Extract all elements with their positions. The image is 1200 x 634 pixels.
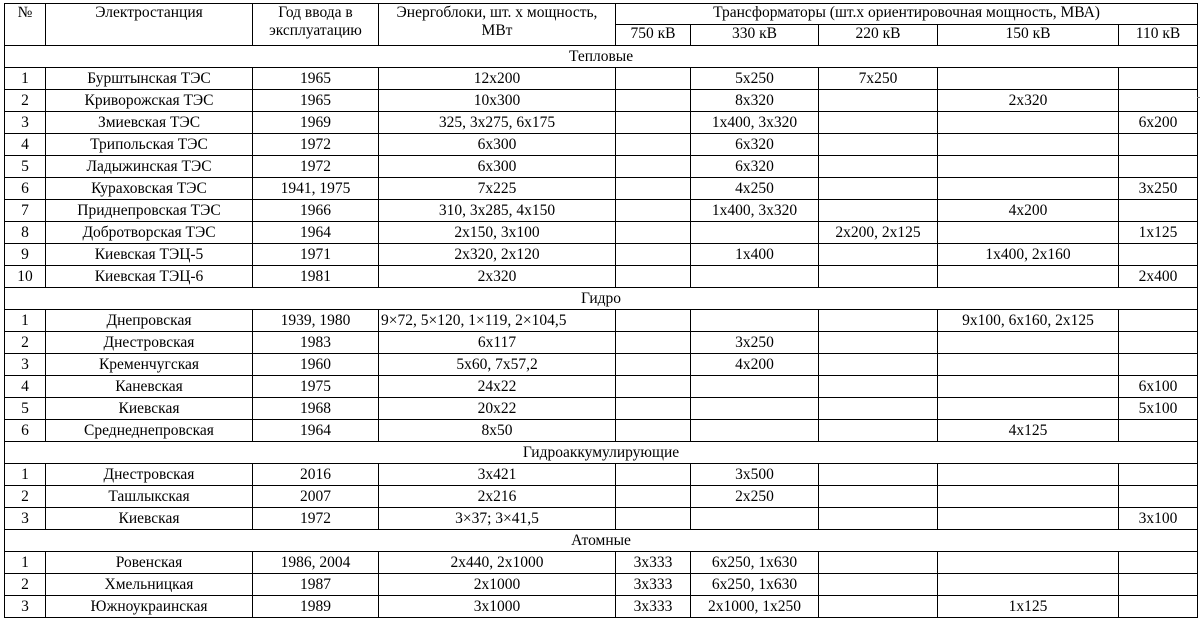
transformers-750kv xyxy=(616,178,691,200)
power-units: 2x440, 2x1000 xyxy=(379,552,616,574)
commission-year: 1968 xyxy=(253,398,379,420)
commission-year: 1981 xyxy=(253,266,379,288)
station-name: Приднепровская ТЭС xyxy=(46,200,253,222)
transformers-750kv xyxy=(616,420,691,442)
station-name: Ровенская xyxy=(46,552,253,574)
transformers-330kv: 2x250 xyxy=(691,486,819,508)
transformers-220kv xyxy=(819,266,938,288)
transformers-150kv xyxy=(938,178,1119,200)
transformers-330kv: 6x250, 1x630 xyxy=(691,552,819,574)
commission-year: 1939, 1980 xyxy=(253,310,379,332)
transformers-150kv: 9x100, 6x160, 2x125 xyxy=(938,310,1119,332)
header-units: Энергоблоки, шт. х мощность, МВт xyxy=(379,4,616,46)
row-number: 5 xyxy=(5,398,46,420)
table-row xyxy=(5,200,1198,222)
station-name: Бурштынская ТЭС xyxy=(46,68,253,90)
transformers-110kv: 1x125 xyxy=(1119,222,1198,244)
transformers-110kv: 6x100 xyxy=(1119,376,1198,398)
power-stations-table xyxy=(4,3,1198,618)
station-name: Каневская xyxy=(46,376,253,398)
commission-year: 1986, 2004 xyxy=(253,552,379,574)
section-title: Тепловые xyxy=(5,46,1198,68)
transformers-330kv xyxy=(691,266,819,288)
transformers-150kv xyxy=(938,464,1119,486)
transformers-330kv xyxy=(691,222,819,244)
power-units: 325, 3x275, 6x175 xyxy=(379,112,616,134)
transformers-750kv: 3x333 xyxy=(616,574,691,596)
transformers-150kv xyxy=(938,354,1119,376)
header-750kv: 750 кВ xyxy=(616,25,691,46)
transformers-110kv xyxy=(1119,420,1198,442)
commission-year: 1969 xyxy=(253,112,379,134)
table-row xyxy=(5,376,1198,398)
transformers-150kv xyxy=(938,156,1119,178)
header-110kv: 110 кВ xyxy=(1119,25,1198,46)
power-units: 12x200 xyxy=(379,68,616,90)
transformers-750kv xyxy=(616,222,691,244)
table-row xyxy=(5,398,1198,420)
transformers-750kv: 3x333 xyxy=(616,596,691,618)
power-units: 7x225 xyxy=(379,178,616,200)
row-number: 1 xyxy=(5,310,46,332)
transformers-750kv xyxy=(616,90,691,112)
power-units: 20x22 xyxy=(379,398,616,420)
transformers-220kv xyxy=(819,596,938,618)
table-row xyxy=(5,134,1198,156)
commission-year: 2007 xyxy=(253,486,379,508)
transformers-110kv: 6x200 xyxy=(1119,112,1198,134)
transformers-110kv xyxy=(1119,574,1198,596)
transformers-330kv xyxy=(691,376,819,398)
transformers-110kv: 5x100 xyxy=(1119,398,1198,420)
section-row xyxy=(5,288,1198,310)
power-units: 2x1000 xyxy=(379,574,616,596)
transformers-220kv xyxy=(819,552,938,574)
station-name: Кураховская ТЭС xyxy=(46,178,253,200)
power-units: 3×37; 3×41,5 xyxy=(379,508,616,530)
table-row xyxy=(5,596,1198,618)
commission-year: 1965 xyxy=(253,90,379,112)
section-title: Гидро xyxy=(5,288,1198,310)
table-row xyxy=(5,486,1198,508)
table-row xyxy=(5,244,1198,266)
header-year: Год ввода в эксплуатацию xyxy=(253,4,379,46)
row-number: 1 xyxy=(5,464,46,486)
power-units: 5x60, 7x57,2 xyxy=(379,354,616,376)
commission-year: 1972 xyxy=(253,134,379,156)
transformers-150kv: 4x125 xyxy=(938,420,1119,442)
row-number: 4 xyxy=(5,134,46,156)
power-units: 6x117 xyxy=(379,332,616,354)
transformers-220kv xyxy=(819,332,938,354)
commission-year: 1941, 1975 xyxy=(253,178,379,200)
transformers-220kv: 7x250 xyxy=(819,68,938,90)
transformers-330kv: 1x400, 3x320 xyxy=(691,200,819,222)
transformers-110kv xyxy=(1119,354,1198,376)
station-name: Криворожская ТЭС xyxy=(46,90,253,112)
transformers-220kv xyxy=(819,420,938,442)
transformers-220kv xyxy=(819,486,938,508)
transformers-220kv xyxy=(819,134,938,156)
section-title: Атомные xyxy=(5,530,1198,552)
commission-year: 1972 xyxy=(253,156,379,178)
power-units: 6x300 xyxy=(379,134,616,156)
commission-year: 1965 xyxy=(253,68,379,90)
transformers-110kv xyxy=(1119,596,1198,618)
header-station: Электростанция xyxy=(46,4,253,46)
transformers-220kv xyxy=(819,508,938,530)
commission-year: 1989 xyxy=(253,596,379,618)
row-number: 6 xyxy=(5,178,46,200)
station-name: Днепровская xyxy=(46,310,253,332)
row-number: 3 xyxy=(5,354,46,376)
transformers-110kv xyxy=(1119,332,1198,354)
row-number: 9 xyxy=(5,244,46,266)
transformers-330kv xyxy=(691,310,819,332)
transformers-150kv: 1x125 xyxy=(938,596,1119,618)
row-number: 6 xyxy=(5,420,46,442)
station-name: Ладыжинская ТЭС xyxy=(46,156,253,178)
table-row xyxy=(5,178,1198,200)
table-row xyxy=(5,420,1198,442)
power-units: 2x150, 3x100 xyxy=(379,222,616,244)
transformers-220kv xyxy=(819,200,938,222)
table-row xyxy=(5,310,1198,332)
power-units: 6x300 xyxy=(379,156,616,178)
transformers-750kv xyxy=(616,376,691,398)
commission-year: 1972 xyxy=(253,508,379,530)
transformers-110kv xyxy=(1119,310,1198,332)
transformers-150kv: 4x200 xyxy=(938,200,1119,222)
table-body xyxy=(5,46,1198,618)
transformers-750kv xyxy=(616,244,691,266)
transformers-110kv xyxy=(1119,90,1198,112)
transformers-150kv xyxy=(938,398,1119,420)
transformers-110kv xyxy=(1119,156,1198,178)
transformers-750kv xyxy=(616,134,691,156)
commission-year: 1975 xyxy=(253,376,379,398)
station-name: Киевская xyxy=(46,508,253,530)
transformers-150kv: 2x320 xyxy=(938,90,1119,112)
transformers-150kv xyxy=(938,68,1119,90)
transformers-330kv: 1x400 xyxy=(691,244,819,266)
transformers-150kv xyxy=(938,508,1119,530)
table-row xyxy=(5,156,1198,178)
row-number: 2 xyxy=(5,574,46,596)
commission-year: 1964 xyxy=(253,420,379,442)
power-units: 310, 3x285, 4x150 xyxy=(379,200,616,222)
section-row xyxy=(5,442,1198,464)
commission-year: 1983 xyxy=(253,332,379,354)
transformers-330kv xyxy=(691,420,819,442)
transformers-330kv: 5x250 xyxy=(691,68,819,90)
header-220kv: 220 кВ xyxy=(819,25,938,46)
transformers-330kv: 6x250, 1x630 xyxy=(691,574,819,596)
transformers-750kv xyxy=(616,200,691,222)
station-name: Среднеднепровская xyxy=(46,420,253,442)
transformers-330kv: 3x250 xyxy=(691,332,819,354)
transformers-150kv xyxy=(938,134,1119,156)
transformers-110kv: 3x250 xyxy=(1119,178,1198,200)
row-number: 10 xyxy=(5,266,46,288)
commission-year: 1966 xyxy=(253,200,379,222)
header-150kv: 150 кВ xyxy=(938,25,1119,46)
table-row xyxy=(5,222,1198,244)
transformers-110kv: 2x400 xyxy=(1119,266,1198,288)
section-row xyxy=(5,530,1198,552)
station-name: Змиевская ТЭС xyxy=(46,112,253,134)
row-number: 3 xyxy=(5,112,46,134)
transformers-110kv xyxy=(1119,552,1198,574)
station-name: Кременчугская xyxy=(46,354,253,376)
transformers-150kv xyxy=(938,222,1119,244)
row-number: 3 xyxy=(5,596,46,618)
table-row xyxy=(5,90,1198,112)
power-units: 2x320 xyxy=(379,266,616,288)
transformers-750kv xyxy=(616,398,691,420)
transformers-750kv xyxy=(616,112,691,134)
power-units: 2x216 xyxy=(379,486,616,508)
transformers-220kv xyxy=(819,112,938,134)
transformers-750kv xyxy=(616,486,691,508)
header-transformers: Трансформаторы (шт.х ориентировочная мощность, МВА) xyxy=(616,4,1198,25)
table-row xyxy=(5,332,1198,354)
transformers-150kv xyxy=(938,332,1119,354)
power-units: 3x421 xyxy=(379,464,616,486)
transformers-110kv xyxy=(1119,486,1198,508)
transformers-110kv xyxy=(1119,244,1198,266)
station-name: Киевская xyxy=(46,398,253,420)
station-name: Трипольская ТЭС xyxy=(46,134,253,156)
table-row xyxy=(5,112,1198,134)
table-row xyxy=(5,552,1198,574)
transformers-330kv: 8x320 xyxy=(691,90,819,112)
commission-year: 1971 xyxy=(253,244,379,266)
station-name: Днестровская xyxy=(46,332,253,354)
table-header xyxy=(5,4,1198,46)
commission-year: 1987 xyxy=(253,574,379,596)
transformers-150kv: 1x400, 2x160 xyxy=(938,244,1119,266)
transformers-330kv xyxy=(691,398,819,420)
row-number: 5 xyxy=(5,156,46,178)
transformers-330kv: 3x500 xyxy=(691,464,819,486)
header-number: № xyxy=(5,4,46,46)
transformers-110kv xyxy=(1119,464,1198,486)
transformers-750kv xyxy=(616,508,691,530)
power-units: 2x320, 2x120 xyxy=(379,244,616,266)
section-title: Гидроаккумулирующие xyxy=(5,442,1198,464)
station-name: Ташлыкская xyxy=(46,486,253,508)
transformers-220kv xyxy=(819,574,938,596)
transformers-750kv xyxy=(616,156,691,178)
table-row xyxy=(5,508,1198,530)
transformers-750kv: 3x333 xyxy=(616,552,691,574)
row-number: 3 xyxy=(5,508,46,530)
transformers-750kv xyxy=(616,68,691,90)
transformers-220kv xyxy=(819,310,938,332)
commission-year: 1964 xyxy=(253,222,379,244)
transformers-220kv: 2x200, 2x125 xyxy=(819,222,938,244)
table-row xyxy=(5,354,1198,376)
transformers-750kv xyxy=(616,332,691,354)
section-row xyxy=(5,46,1198,68)
station-name: Хмельницкая xyxy=(46,574,253,596)
transformers-220kv xyxy=(819,244,938,266)
transformers-150kv xyxy=(938,112,1119,134)
table-row xyxy=(5,464,1198,486)
transformers-110kv xyxy=(1119,68,1198,90)
transformers-220kv xyxy=(819,90,938,112)
station-name: Киевская ТЭЦ-6 xyxy=(46,266,253,288)
station-name: Киевская ТЭЦ-5 xyxy=(46,244,253,266)
transformers-110kv xyxy=(1119,134,1198,156)
transformers-330kv: 6x320 xyxy=(691,156,819,178)
power-units: 8x50 xyxy=(379,420,616,442)
transformers-750kv xyxy=(616,310,691,332)
station-name: Южноукраинская xyxy=(46,596,253,618)
transformers-750kv xyxy=(616,266,691,288)
transformers-150kv xyxy=(938,552,1119,574)
table-row xyxy=(5,266,1198,288)
transformers-330kv: 4x250 xyxy=(691,178,819,200)
transformers-330kv: 4x200 xyxy=(691,354,819,376)
transformers-330kv: 6x320 xyxy=(691,134,819,156)
transformers-110kv xyxy=(1119,200,1198,222)
transformers-150kv xyxy=(938,486,1119,508)
commission-year: 2016 xyxy=(253,464,379,486)
row-number: 1 xyxy=(5,68,46,90)
row-number: 7 xyxy=(5,200,46,222)
transformers-220kv xyxy=(819,376,938,398)
transformers-750kv xyxy=(616,464,691,486)
transformers-150kv xyxy=(938,266,1119,288)
transformers-150kv xyxy=(938,574,1119,596)
transformers-220kv xyxy=(819,178,938,200)
power-units: 10x300 xyxy=(379,90,616,112)
power-units: 9×72, 5×120, 1×119, 2×104,5 xyxy=(379,310,616,332)
table-row xyxy=(5,574,1198,596)
row-number: 2 xyxy=(5,90,46,112)
transformers-750kv xyxy=(616,354,691,376)
power-units: 3x1000 xyxy=(379,596,616,618)
transformers-330kv: 2x1000, 1x250 xyxy=(691,596,819,618)
row-number: 1 xyxy=(5,552,46,574)
transformers-110kv: 3x100 xyxy=(1119,508,1198,530)
station-name: Днестровская xyxy=(46,464,253,486)
station-name: Добротворская ТЭС xyxy=(46,222,253,244)
transformers-150kv xyxy=(938,376,1119,398)
row-number: 2 xyxy=(5,486,46,508)
row-number: 2 xyxy=(5,332,46,354)
transformers-220kv xyxy=(819,464,938,486)
transformers-330kv xyxy=(691,508,819,530)
transformers-220kv xyxy=(819,156,938,178)
table-row xyxy=(5,68,1198,90)
transformers-330kv: 1x400, 3x320 xyxy=(691,112,819,134)
power-units: 24x22 xyxy=(379,376,616,398)
transformers-220kv xyxy=(819,354,938,376)
header-330kv: 330 кВ xyxy=(691,25,819,46)
row-number: 4 xyxy=(5,376,46,398)
transformers-220kv xyxy=(819,398,938,420)
commission-year: 1960 xyxy=(253,354,379,376)
row-number: 8 xyxy=(5,222,46,244)
